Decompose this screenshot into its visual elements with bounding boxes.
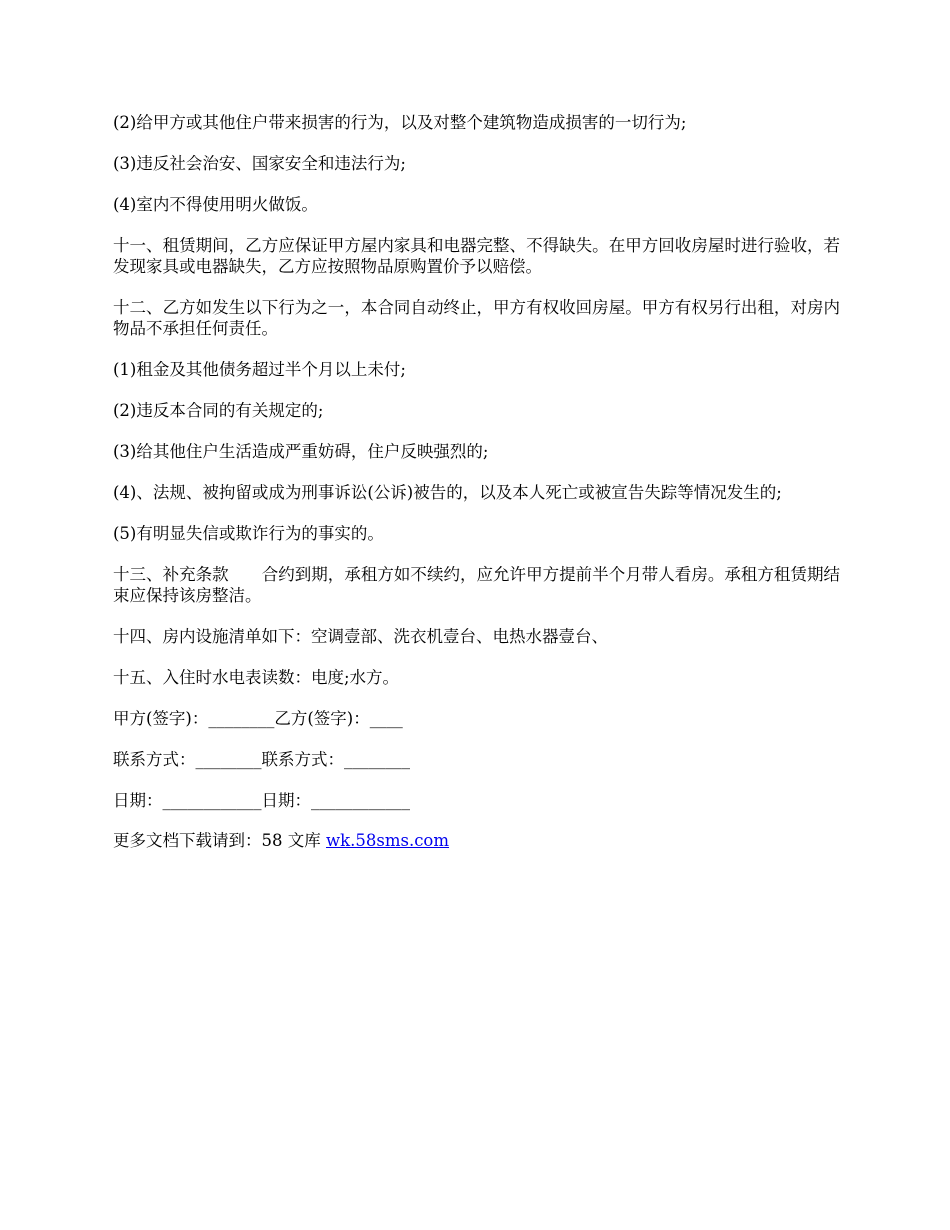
clause-12: 十二、乙方如发生以下行为之一，本合同自动终止，甲方有权收回房屋。甲方有权另行出租，对房内物品不承担任何责任。 [113, 298, 840, 338]
clause-12-item-4: (4)、法规、被拘留或成为刑事诉讼(公诉)被告的，以及本人死亡或被宣告失踪等情况发生的; [113, 483, 782, 502]
contact-line: 联系方式：________联系方式：________ [113, 750, 410, 769]
date-line: 日期：____________日期：____________ [113, 791, 410, 810]
clause-10-item-2: (2)给甲方或其他住户带来损害的行为，以及对整个建筑物造成损害的一切行为; [113, 113, 687, 132]
clause-13: 十三、补充条款 合约到期，承租方如不续约，应允许甲方提前半个月带人看房。承租方租赁期结束应保持该房整洁。 [113, 565, 840, 605]
clause-14: 十四、房内设施清单如下：空调壹部、洗衣机壹台、电热水器壹台、 [113, 627, 608, 646]
clause-11: 十一、租赁期间，乙方应保证甲方屋内家具和电器完整、不得缺失。在甲方回收房屋时进行验收，若发现家具或电器缺失，乙方应按照物品原购置价予以赔偿。 [113, 236, 840, 276]
footer-text: 更多文档下载请到：58 文库 [113, 831, 326, 850]
clause-15: 十五、入住时水电表读数：电度;水方。 [113, 668, 400, 687]
clause-10-item-4: (4)室内不得使用明火做饭。 [113, 195, 318, 214]
clause-12-item-5: (5)有明显失信或欺诈行为的事实的。 [113, 524, 384, 543]
clause-10-item-3: (3)违反社会治安、国家安全和违法行为; [113, 154, 406, 173]
clause-12-item-1: (1)租金及其他债务超过半个月以上未付; [113, 360, 406, 379]
footer-link[interactable]: wk.58sms.com [326, 831, 450, 850]
document-page [113, 112, 840, 871]
clause-12-item-2: (2)违反本合同的有关规定的; [113, 401, 324, 420]
clause-12-item-3: (3)给其他住户生活造成严重妨碍，住户反映强烈的; [113, 442, 489, 461]
signature-line: 甲方(签字)：________乙方(签字)：____ [113, 709, 403, 728]
footer [113, 830, 840, 851]
